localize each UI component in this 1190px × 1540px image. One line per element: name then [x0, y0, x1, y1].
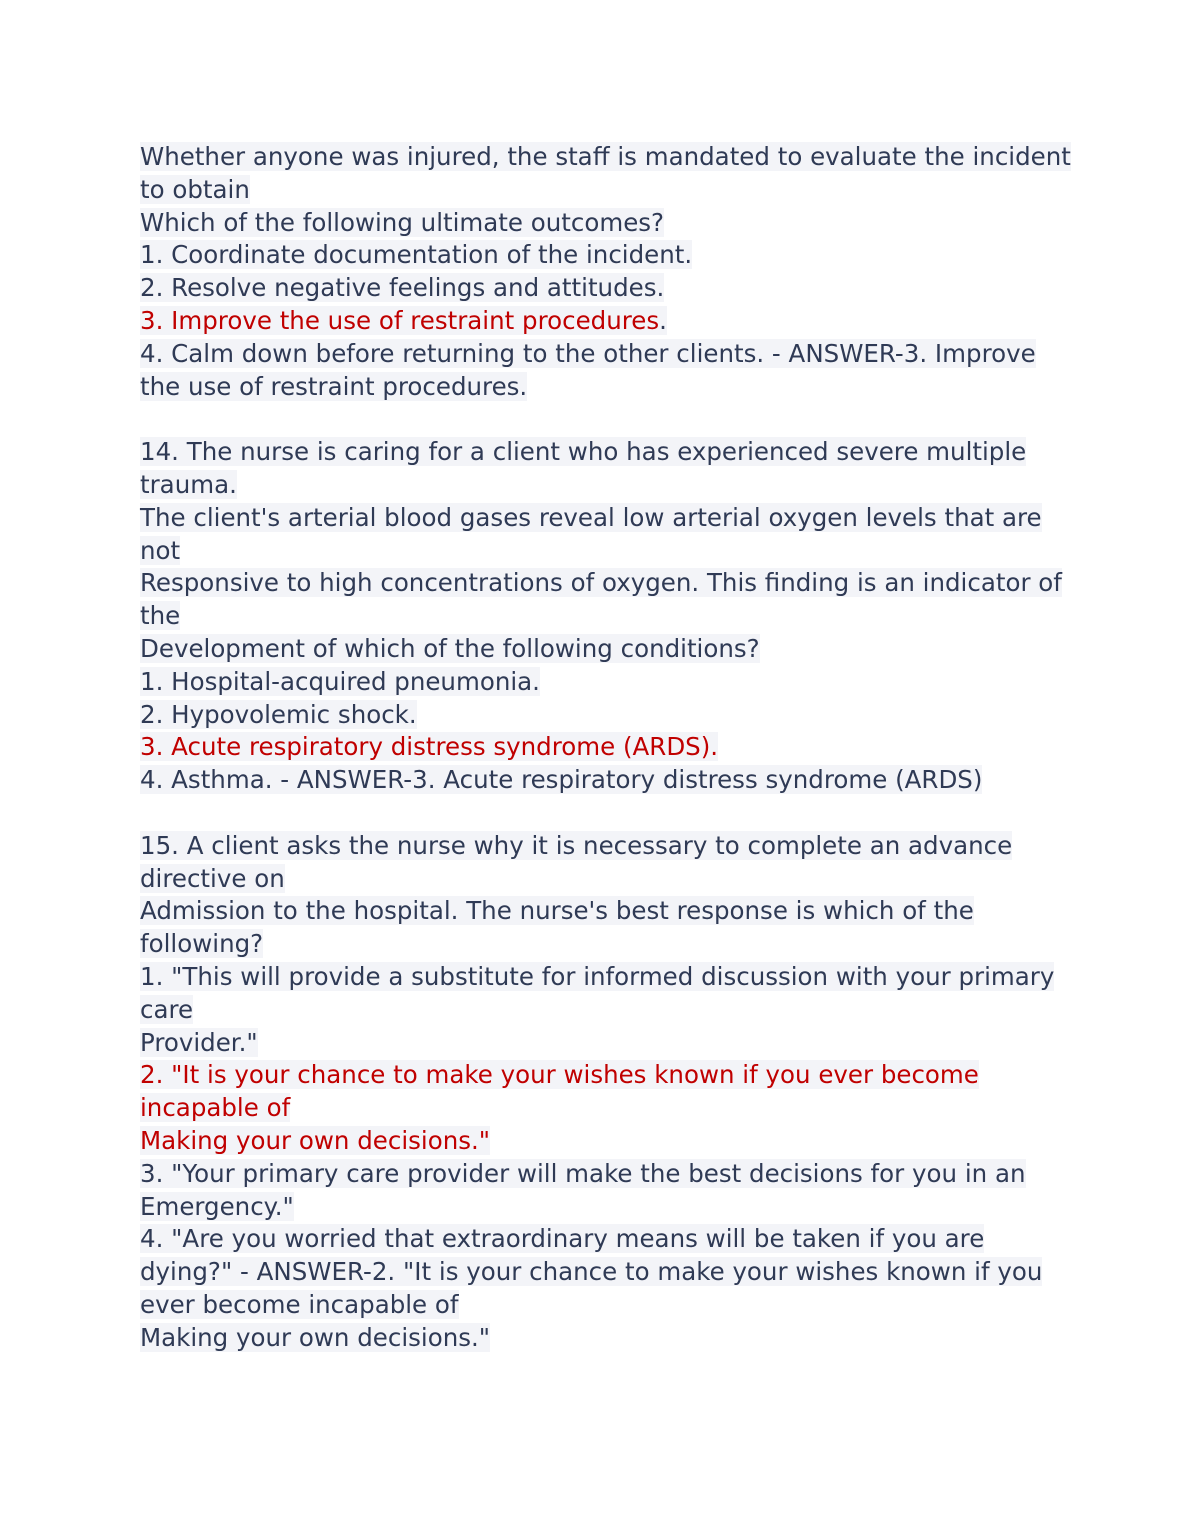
answer-key-line: the use of restraint procedures. [140, 371, 528, 401]
answer-key-line: ever become incapable of [140, 1289, 459, 1319]
answer-option: 4. "Are you worried that extraordinary means will be taken if you are [140, 1224, 985, 1254]
answer-key-line: 4. Asthma. - ANSWER-3. Acute respiratory distress syndrome (ARDS) [140, 765, 983, 795]
answer-key-line: Making your own decisions." [140, 1322, 491, 1352]
correct-answer-option: 3. Acute respiratory distress syndrome (ARDS). [140, 732, 719, 762]
answer-option: 4. Calm down before returning to the other clients. - ANSWER-3. Improve [140, 338, 1036, 368]
question-text-line: following? [140, 929, 264, 959]
answer-option: Emergency." [140, 1191, 294, 1221]
answer-option: 1. "This will provide a substitute for informed discussion with your primary [140, 961, 1055, 991]
question-text-line: 15. A client asks the nurse why it is necessary to complete an advance [140, 830, 1013, 860]
paragraph-gap [140, 403, 1070, 436]
question-text-line: trauma. [140, 469, 237, 499]
question-text-line: Responsive to high concentrations of oxygen. This finding is an indicator of [140, 568, 1062, 598]
question-text-line: Admission to the hospital. The nurse's best response is which of the [140, 896, 974, 926]
question-text-line: Whether anyone was injured, the staff is mandated to evaluate the incident [140, 142, 1071, 171]
question-text-line: Development of which of the following conditions? [140, 633, 760, 663]
question-text-line: The client's arterial blood gases reveal low arterial oxygen levels that are [140, 502, 1042, 532]
question-text-line: to obtain [140, 174, 250, 204]
question-15-block [140, 830, 1070, 1355]
document-page [140, 141, 1070, 1354]
answer-option: care [140, 994, 194, 1024]
answer-option: 2. Hypovolemic shock. [140, 699, 417, 729]
question-text-line: Which of the following ultimate outcomes? [140, 207, 665, 237]
question-13-block [140, 141, 1070, 403]
question-text-line: the [140, 601, 181, 631]
question-14-block [140, 436, 1070, 797]
correct-answer-option: Making your own decisions." [140, 1125, 491, 1155]
correct-answer-option: incapable of [140, 1093, 291, 1123]
correct-answer-option: 2. "It is your chance to make your wishes known if you ever become [140, 1060, 979, 1090]
answer-option: 1. Coordinate documentation of the incident. [140, 240, 693, 270]
question-text-line: not [140, 535, 181, 565]
paragraph-gap [140, 797, 1070, 830]
question-text-line: 14. The nurse is caring for a client who has experienced severe multiple [140, 437, 1027, 467]
answer-key-line: dying?" - ANSWER-2. "It is your chance to make your wishes known if you [140, 1257, 1043, 1287]
answer-option: 2. Resolve negative feelings and attitudes. [140, 273, 665, 303]
question-text-line: directive on [140, 863, 285, 893]
answer-option: 1. Hospital-acquired pneumonia. [140, 666, 540, 696]
correct-answer-option: 3. Improve the use of restraint procedures. [140, 305, 667, 335]
answer-option: 3. "Your primary care provider will make the best decisions for you in an [140, 1158, 1026, 1188]
answer-option: Provider." [140, 1027, 258, 1057]
